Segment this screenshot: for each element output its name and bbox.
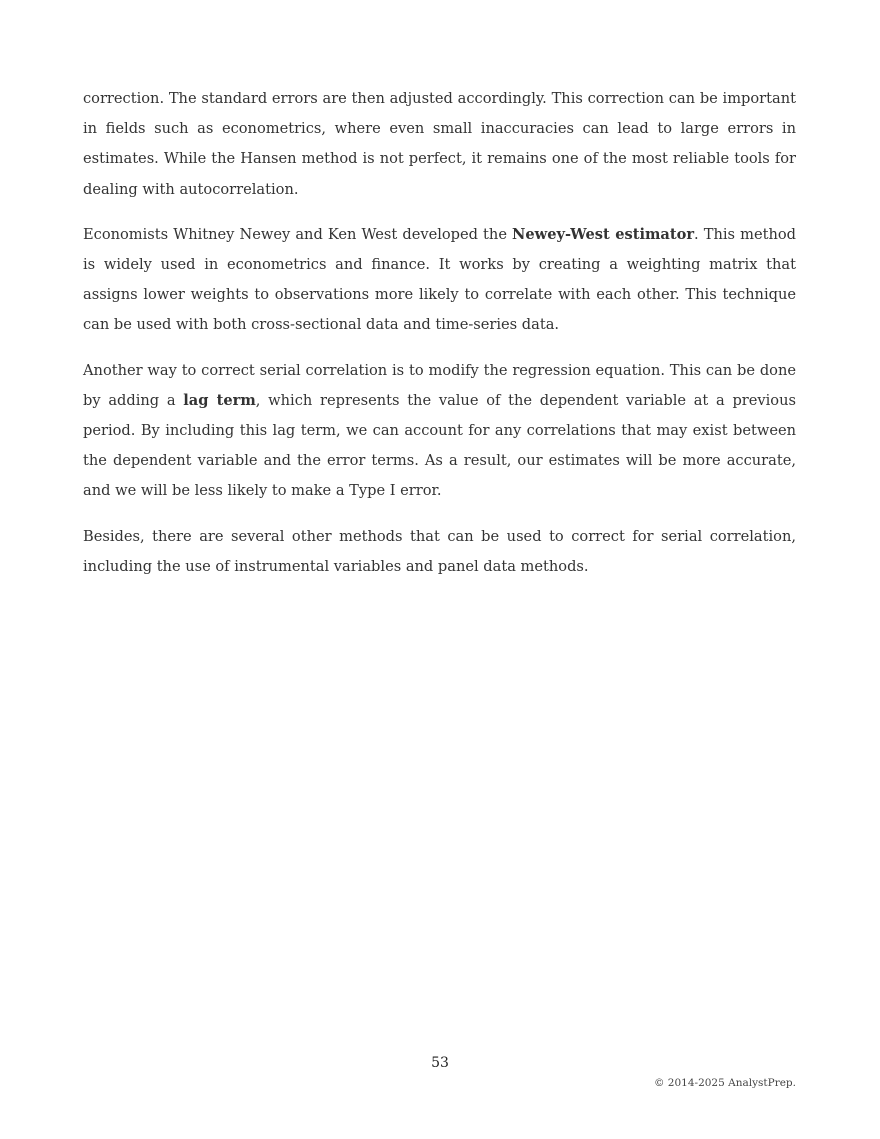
paragraph-2 <box>83 220 796 341</box>
paragraph-1 <box>83 84 796 205</box>
paragraph-4-text: Besides, there are several other methods that can be used to correct for serial correlation, including the use of instrumental variables and panel data methods. <box>83 527 796 575</box>
paragraph-2-text-a: Economists Whitney Newey and Ken West developed the <box>83 225 513 243</box>
term-newey-west-estimator: Newey-West estimator <box>512 225 695 243</box>
paragraph-4 <box>83 522 796 582</box>
page-number: 53 <box>431 1055 449 1071</box>
term-lag-term: lag term <box>183 391 256 409</box>
paragraph-1-text: correction. The standard errors are then adjusted accordingly. This correction can be important in fields such as econometrics, where even small inaccuracies can lead to large errors in estimates. While the Hansen method is not perfect, it remains one of the most reliable tools for dealing with autocorrelation. <box>83 90 796 198</box>
paragraph-3-text-b: , which represents the value of the dependent variable at a previous period. By including this lag term, we can account for any correlations that may exist between the dependent variable and the error terms. As a result, our estimates will be more accurate, and we will be less likely to make a Type I error. <box>83 391 796 500</box>
paragraph-2-text-b: . This method is widely used in econometrics and finance. It works by creating a weighting matrix that assigns lower weights to observations more likely to correlate with each other. This technique can be used with both cross-sectional data and time-series data. <box>83 225 796 334</box>
document-body <box>83 84 796 597</box>
paragraph-3 <box>83 356 796 507</box>
paragraph-3-text-a: Another way to correct serial correlation is to modify the regression equation. This can be done by adding a <box>83 361 796 409</box>
copyright-notice: © 2014-2025 AnalystPrep. <box>653 1077 796 1089</box>
